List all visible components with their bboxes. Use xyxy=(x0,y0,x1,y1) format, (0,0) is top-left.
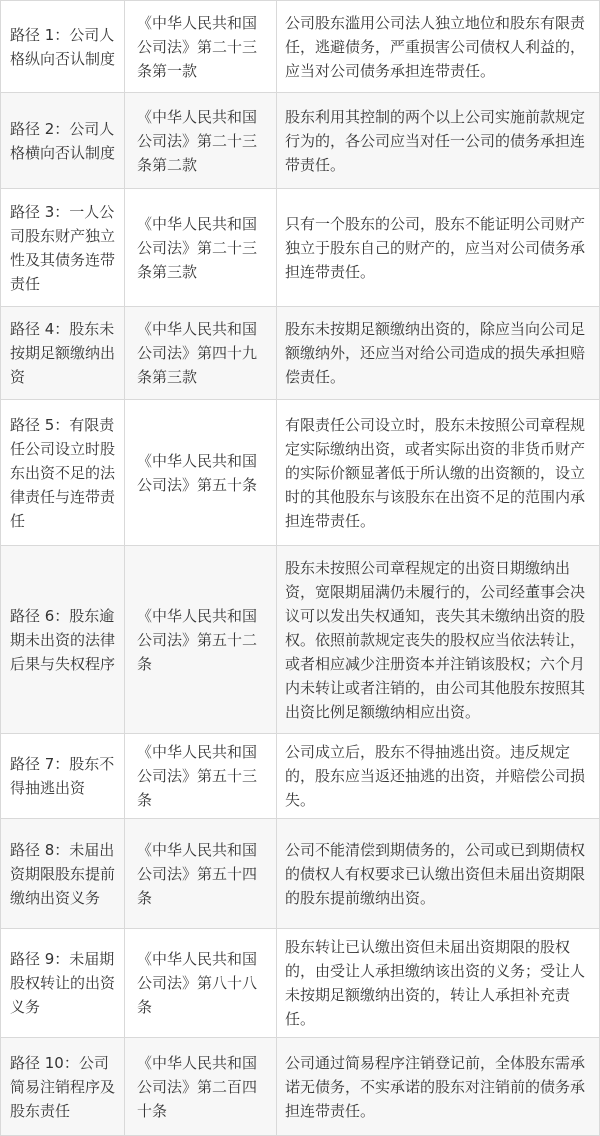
table-row xyxy=(1,546,600,734)
provision-text-cell: 股东未按期足额缴纳出资的，除应当向公司足额缴纳外，还应当对给公司造成的损失承担赔偿责任。 xyxy=(277,307,600,400)
provision-text-cell: 公司成立后，股东不得抽逃出资。违反规定的，股东应当返还抽逃的出资，并赔偿公司损失。 xyxy=(277,734,600,819)
provision-text-cell: 公司通过简易程序注销登记前，全体股东需承诺无债务，不实承诺的股东对注销前的债务承担连带责任。 xyxy=(277,1038,600,1136)
law-article-cell: 《中华人民共和国公司法》第五十四条 xyxy=(125,819,277,929)
law-article-cell: 《中华人民共和国公司法》第五十条 xyxy=(125,400,277,546)
path-cell: 路径 3：一人公司股东财产独立性及其债务连带责任 xyxy=(1,189,125,307)
provision-text-cell: 股东未按照公司章程规定的出资日期缴纳出资，宽限期届满仍未履行的，公司经董事会决议可以发出失权通知，丧失其未缴纳出资的股权。依照前款规定丧失的股权应当依法转让，或者相应减少注册资本并注销该股权；六个月内未转让或者注销的，由公司其他股东按照其出资比例足额缴纳相应出资。 xyxy=(277,546,600,734)
law-article-cell: 《中华人民共和国公司法》第四十九条第三款 xyxy=(125,307,277,400)
table-row xyxy=(1,734,600,819)
provision-text-cell: 只有一个股东的公司，股东不能证明公司财产独立于股东自己的财产的，应当对公司债务承担连带责任。 xyxy=(277,189,600,307)
table-row xyxy=(1,93,600,189)
path-cell: 路径 1：公司人格纵向否认制度 xyxy=(1,1,125,93)
provision-text-cell: 公司不能清偿到期债务的，公司或已到期债权的债权人有权要求已认缴出资但未届出资期限的股东提前缴纳出资。 xyxy=(277,819,600,929)
law-article-cell: 《中华人民共和国公司法》第二百四十条 xyxy=(125,1038,277,1136)
table-row xyxy=(1,307,600,400)
path-cell: 路径 9：未届期股权转让的出资义务 xyxy=(1,929,125,1038)
table-row xyxy=(1,400,600,546)
path-cell: 路径 7：股东不得抽逃出资 xyxy=(1,734,125,819)
provision-text-cell: 股东转让已认缴出资但未届出资期限的股权的，由受让人承担缴纳该出资的义务；受让人未按期足额缴纳出资的，转让人承担补充责任。 xyxy=(277,929,600,1038)
table-row xyxy=(1,819,600,929)
law-article-cell: 《中华人民共和国公司法》第五十三条 xyxy=(125,734,277,819)
table-row xyxy=(1,1038,600,1136)
law-article-cell: 《中华人民共和国公司法》第二十三条第二款 xyxy=(125,93,277,189)
table-row xyxy=(1,189,600,307)
path-cell: 路径 4：股东未按期足额缴纳出资 xyxy=(1,307,125,400)
path-cell: 路径 10：公司简易注销程序及股东责任 xyxy=(1,1038,125,1136)
path-cell: 路径 5：有限责任公司设立时股东出资不足的法律责任与连带责任 xyxy=(1,400,125,546)
provision-text-cell: 有限责任公司设立时，股东未按照公司章程规定实际缴纳出资，或者实际出资的非货币财产的实际价额显著低于所认缴的出资额的，设立时的其他股东与该股东在出资不足的范围内承担连带责任。 xyxy=(277,400,600,546)
law-article-cell: 《中华人民共和国公司法》第二十三条第三款 xyxy=(125,189,277,307)
path-cell: 路径 8：未届出资期限股东提前缴纳出资义务 xyxy=(1,819,125,929)
provision-text-cell: 股东利用其控制的两个以上公司实施前款规定行为的，各公司应当对任一公司的债务承担连带责任。 xyxy=(277,93,600,189)
path-cell: 路径 6：股东逾期未出资的法律后果与失权程序 xyxy=(1,546,125,734)
provision-text-cell: 公司股东滥用公司法人独立地位和股东有限责任，逃避债务，严重损害公司债权人利益的，应当对公司债务承担连带责任。 xyxy=(277,1,600,93)
law-article-cell: 《中华人民共和国公司法》第五十二条 xyxy=(125,546,277,734)
law-article-cell: 《中华人民共和国公司法》第二十三条第一款 xyxy=(125,1,277,93)
law-article-cell: 《中华人民共和国公司法》第八十八条 xyxy=(125,929,277,1038)
path-cell: 路径 2：公司人格横向否认制度 xyxy=(1,93,125,189)
table-row xyxy=(1,929,600,1038)
table-row xyxy=(1,1,600,93)
